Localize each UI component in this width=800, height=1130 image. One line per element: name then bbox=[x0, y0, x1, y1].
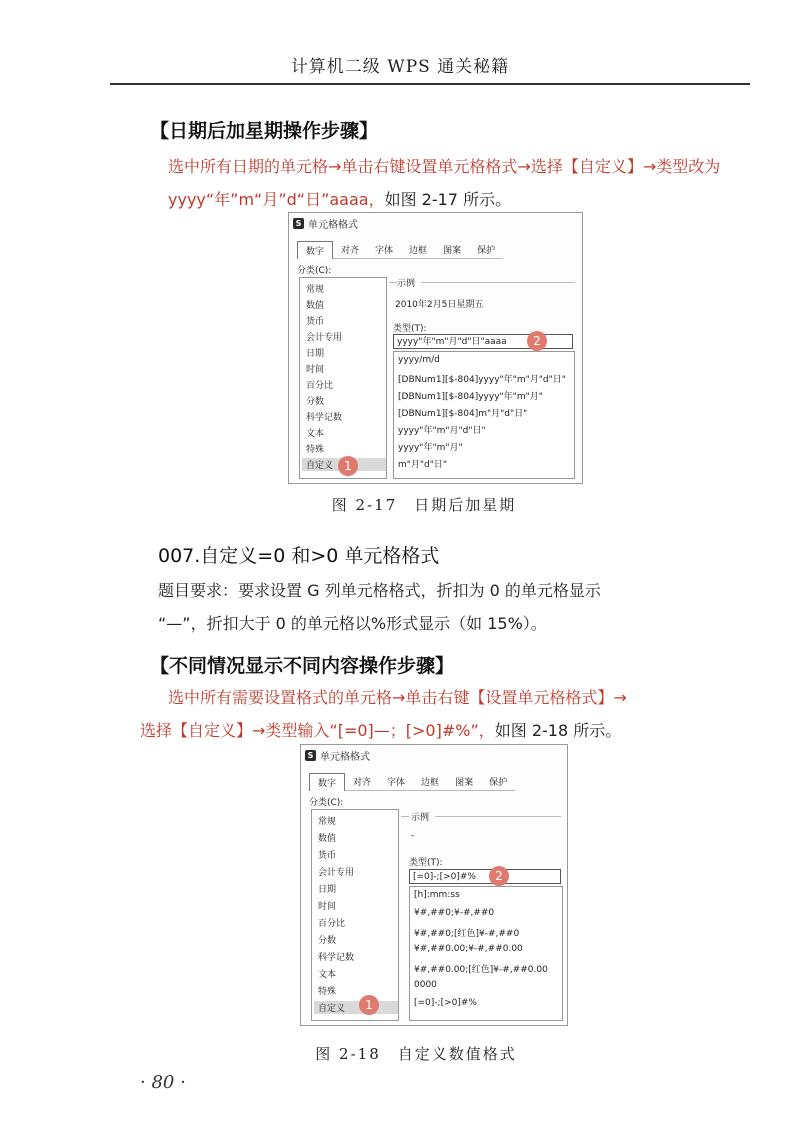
category-item[interactable]: 科学记数 bbox=[306, 413, 343, 423]
type-list-item[interactable]: [DBNum1][$-804]m"月"d"日" bbox=[398, 409, 528, 419]
dialog-title-bar bbox=[305, 748, 370, 763]
type-list-item[interactable]: 0000 bbox=[414, 980, 437, 990]
section1-steps: 选中所有日期的单元格→单击右键设置单元格格式→选择【自定义】→类型改为 yyyy“年”m“月”d“日”aaaa， bbox=[168, 157, 721, 209]
category-item[interactable]: 百分比 bbox=[306, 381, 334, 391]
tab-protection[interactable]: 保护 bbox=[469, 241, 503, 259]
section2-paragraph bbox=[140, 681, 750, 747]
category-item[interactable]: 文本 bbox=[306, 429, 325, 439]
sample-group-line-right bbox=[435, 816, 561, 817]
type-list-item[interactable]: yyyy"年"m"月"d"日" bbox=[398, 426, 486, 436]
type-list-item[interactable]: [DBNum1][$-804]yyyy"年"m"月" bbox=[398, 392, 543, 402]
item-007-description bbox=[158, 574, 748, 640]
type-input[interactable]: [=0]-;[>0]#% bbox=[409, 869, 561, 884]
section2-title: 【不同情况显示不同内容操作步骤】 bbox=[150, 655, 455, 677]
type-list-item[interactable]: [DBNum1][$-804]yyyy"年"m"月"d"日" bbox=[398, 375, 566, 385]
dialog-title-bar bbox=[293, 216, 358, 231]
category-item[interactable]: 常规 bbox=[306, 285, 325, 295]
sample-value: 2010年2月5日星期五 bbox=[395, 300, 484, 310]
dialog-tabs bbox=[297, 241, 503, 259]
category-item[interactable]: 货币 bbox=[318, 851, 337, 861]
dialog-title: 单元格格式 bbox=[320, 752, 370, 763]
tab-alignment[interactable]: 对齐 bbox=[333, 241, 367, 259]
category-item[interactable]: 常规 bbox=[318, 817, 337, 827]
format-cells-dialog-1 bbox=[288, 212, 583, 484]
tab-font[interactable]: 字体 bbox=[367, 241, 401, 259]
section1-figure-ref: 如图 2-17 所示。 bbox=[384, 190, 512, 209]
page-number: · 80 · bbox=[140, 1072, 186, 1093]
sample-group-line-left bbox=[401, 816, 409, 817]
category-item[interactable]: 分数 bbox=[318, 936, 337, 946]
tab-pattern[interactable]: 图案 bbox=[447, 773, 481, 791]
tab-pattern[interactable]: 图案 bbox=[435, 241, 469, 259]
sample-group-line-left bbox=[389, 282, 397, 283]
dialog-tabs bbox=[309, 773, 515, 791]
category-label: 分类(C): bbox=[297, 266, 332, 276]
category-item[interactable]: 时间 bbox=[306, 365, 325, 375]
tab-border[interactable]: 边框 bbox=[413, 773, 447, 791]
tab-number[interactable]: 数字 bbox=[297, 241, 333, 259]
category-item[interactable]: 会计专用 bbox=[306, 333, 343, 343]
section1-paragraph bbox=[168, 150, 748, 216]
type-label: 类型(T): bbox=[393, 324, 427, 334]
category-item[interactable]: 数值 bbox=[318, 834, 337, 844]
section2-steps-line1: 选中所有需要设置格式的单元格→单击右键【设置单元格格式】→ bbox=[168, 688, 627, 707]
section2-steps-line2: 选择【自定义】→类型输入“[=0]—；[>0]#%”， bbox=[140, 721, 495, 740]
sample-label: 示例 bbox=[411, 813, 430, 823]
item-007-desc-line1: 题目要求：要求设置 G 列单元格格式，折扣为 0 的单元格显示 bbox=[158, 581, 601, 600]
type-list-item[interactable]: [h]:mm:ss bbox=[414, 890, 460, 900]
format-cells-dialog-2 bbox=[300, 744, 568, 1026]
type-list-item[interactable]: [=0]-;[>0]#% bbox=[414, 998, 477, 1008]
sample-group-line-right bbox=[421, 282, 575, 283]
type-list[interactable] bbox=[393, 351, 575, 479]
header-rule bbox=[110, 83, 750, 85]
tab-border[interactable]: 边框 bbox=[401, 241, 435, 259]
item-007-title: 007.自定义=0 和>0 单元格格式 bbox=[158, 545, 440, 567]
tab-protection[interactable]: 保护 bbox=[481, 773, 515, 791]
wps-app-icon: S bbox=[305, 750, 316, 761]
category-item[interactable]: 日期 bbox=[306, 349, 325, 359]
sample-label: 示例 bbox=[397, 279, 416, 289]
dialog-title: 单元格格式 bbox=[308, 220, 358, 231]
wps-app-icon: S bbox=[293, 218, 304, 229]
type-label: 类型(T): bbox=[409, 858, 443, 868]
category-item[interactable]: 特殊 bbox=[318, 987, 337, 997]
sample-value: - bbox=[411, 831, 415, 841]
category-item[interactable]: 分数 bbox=[306, 397, 325, 407]
category-label: 分类(C): bbox=[309, 798, 344, 808]
category-item[interactable]: 货币 bbox=[306, 317, 325, 327]
type-list-item[interactable]: ¥#,##0.00;[红色]¥-#,##0.00 bbox=[414, 965, 548, 975]
type-list-item[interactable]: ¥#,##0;¥-#,##0 bbox=[414, 908, 495, 918]
type-input[interactable]: yyyy"年"m"月"d"日"aaaa bbox=[393, 334, 573, 349]
step-badge-1: 1 bbox=[338, 456, 358, 476]
type-list[interactable] bbox=[409, 886, 563, 1021]
category-item-custom[interactable]: 自定义 bbox=[314, 1001, 398, 1014]
step-badge-2: 2 bbox=[489, 866, 509, 886]
tab-font[interactable]: 字体 bbox=[379, 773, 413, 791]
figure1-caption: 图 2-17 日期后加星期 bbox=[331, 496, 517, 514]
category-item[interactable]: 会计专用 bbox=[318, 868, 355, 878]
section1-title: 【日期后加星期操作步骤】 bbox=[150, 120, 379, 142]
category-item[interactable]: 日期 bbox=[318, 885, 337, 895]
type-list-item[interactable]: ¥#,##0.00;¥-#,##0.00 bbox=[414, 944, 523, 954]
section2-figure-ref: 如图 2-18 所示。 bbox=[494, 721, 622, 740]
category-list[interactable] bbox=[299, 277, 387, 479]
item-007-desc-line2: “—”，折扣大于 0 的单元格以%形式显示（如 15%）。 bbox=[158, 614, 547, 633]
category-item-custom[interactable]: 自定义 bbox=[302, 458, 386, 471]
category-item[interactable]: 百分比 bbox=[318, 919, 346, 929]
tab-alignment[interactable]: 对齐 bbox=[345, 773, 379, 791]
running-header: 计算机二级 WPS 通关秘籍 bbox=[290, 57, 510, 77]
type-list-item[interactable]: yyyy/m/d bbox=[398, 355, 440, 365]
step-badge-1: 1 bbox=[359, 995, 379, 1015]
category-list[interactable] bbox=[311, 809, 399, 1021]
tab-number[interactable]: 数字 bbox=[309, 773, 345, 791]
category-item[interactable]: 时间 bbox=[318, 902, 337, 912]
figure2-caption: 图 2-18 自定义数值格式 bbox=[315, 1045, 517, 1063]
type-list-item[interactable]: yyyy"年"m"月" bbox=[398, 443, 463, 453]
category-item[interactable]: 数值 bbox=[306, 301, 325, 311]
type-list-item[interactable]: m"月"d"日" bbox=[398, 460, 448, 470]
step-badge-2: 2 bbox=[527, 331, 547, 351]
category-item[interactable]: 特殊 bbox=[306, 445, 325, 455]
category-item[interactable]: 文本 bbox=[318, 970, 337, 980]
category-item[interactable]: 科学记数 bbox=[318, 953, 355, 963]
type-list-item[interactable]: ¥#,##0;[红色]¥-#,##0 bbox=[414, 929, 520, 939]
